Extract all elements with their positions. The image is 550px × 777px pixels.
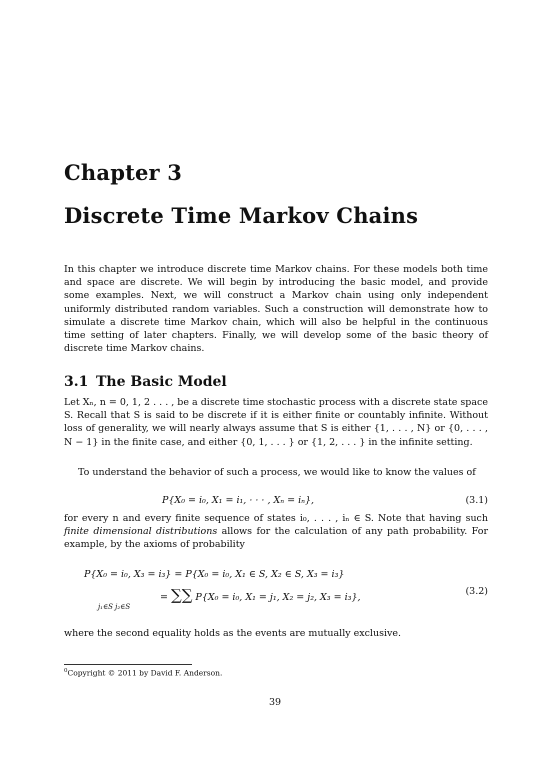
equation-3-2-line-2-body xyxy=(160,586,361,604)
section-heading xyxy=(64,374,227,390)
footnote-marker: 0 xyxy=(64,668,68,674)
double-sum-symbol: ∑∑ xyxy=(170,586,193,604)
equation-3-2-line-2-text: P{X₀ = i₀, X₁ = j₁, X₂ = j₂, X₃ = i₃}, xyxy=(192,592,361,603)
paragraph-2-text: To understand the behavior of such a process, we would like to know the values of xyxy=(78,467,476,478)
paragraph-3-emphasis: finite dimensional distributions xyxy=(64,526,218,538)
footnote xyxy=(64,668,222,678)
paragraph-2 xyxy=(64,466,488,479)
section-title: The Basic Model xyxy=(96,374,227,390)
footnote-rule xyxy=(64,664,192,665)
section-number: 3.1 xyxy=(64,374,89,390)
paragraph-4: where the second equality holds as the events are mutually exclusive. xyxy=(64,628,402,639)
paragraph-3 xyxy=(64,512,488,552)
equation-3-1-body: P{X₀ = i₀, X₁ = i₁, · · · , Xₙ = iₙ}, xyxy=(162,495,315,506)
equation-3-2-prefix: = xyxy=(160,592,171,603)
paragraph-3-after: allows for the calculation of any path probability. For example, by the axioms of probability xyxy=(64,526,488,551)
paragraph-1: Let Xₙ, n = 0, 1, 2 . . . , be a discrete time stochastic process with a discrete state space S. Recall that S is said to be discrete if it is either finite or countably infinite. Without loss of generality, we will nearly always assume that S is either {1, . . . , N} or {0, . . . , N − 1} in the finite case, and either {0, 1, . . . } or {1, 2, . . . } in the infinite setting. xyxy=(64,397,488,448)
intro-paragraph: In this chapter we introduce discrete time Markov chains. For these models both time and space are discrete. We will begin by introducing the basic model, and provide some examples. Next, we will construct a Markov chain using only independent uniformly distributed random variables. Such a construction will demonstrate how to simulate a discrete time Markov chain, which will also be helpful in the continuous time setting of later chapters. Finally, we will develop some of the basic theory of discrete time Markov chains. xyxy=(64,264,488,355)
equation-3-2-line-1 xyxy=(64,569,488,583)
sum-subscripts: j₁∈S j₂∈S xyxy=(98,603,131,611)
equation-3-1 xyxy=(64,495,488,509)
equation-3-1-number: (3.1) xyxy=(465,495,488,506)
chapter-label: Chapter 3 xyxy=(64,160,183,185)
equation-3-2-line-1-body: P{X₀ = i₀, X₃ = i₃} = P{X₀ = i₀, X₁ ∈ S, X₂ ∈ S, X₃ = i₃} xyxy=(84,569,345,580)
page-number: 39 xyxy=(268,697,282,708)
footnote-text: Copyright © 2011 by David F. Anderson. xyxy=(67,668,223,678)
chapter-title: Discrete Time Markov Chains xyxy=(64,203,419,228)
equation-3-2-number: (3.2) xyxy=(465,586,488,597)
paragraph-3-before: for every n and every finite sequence of states i₀, . . . , iₙ ∈ S. Note that having such xyxy=(64,513,488,524)
